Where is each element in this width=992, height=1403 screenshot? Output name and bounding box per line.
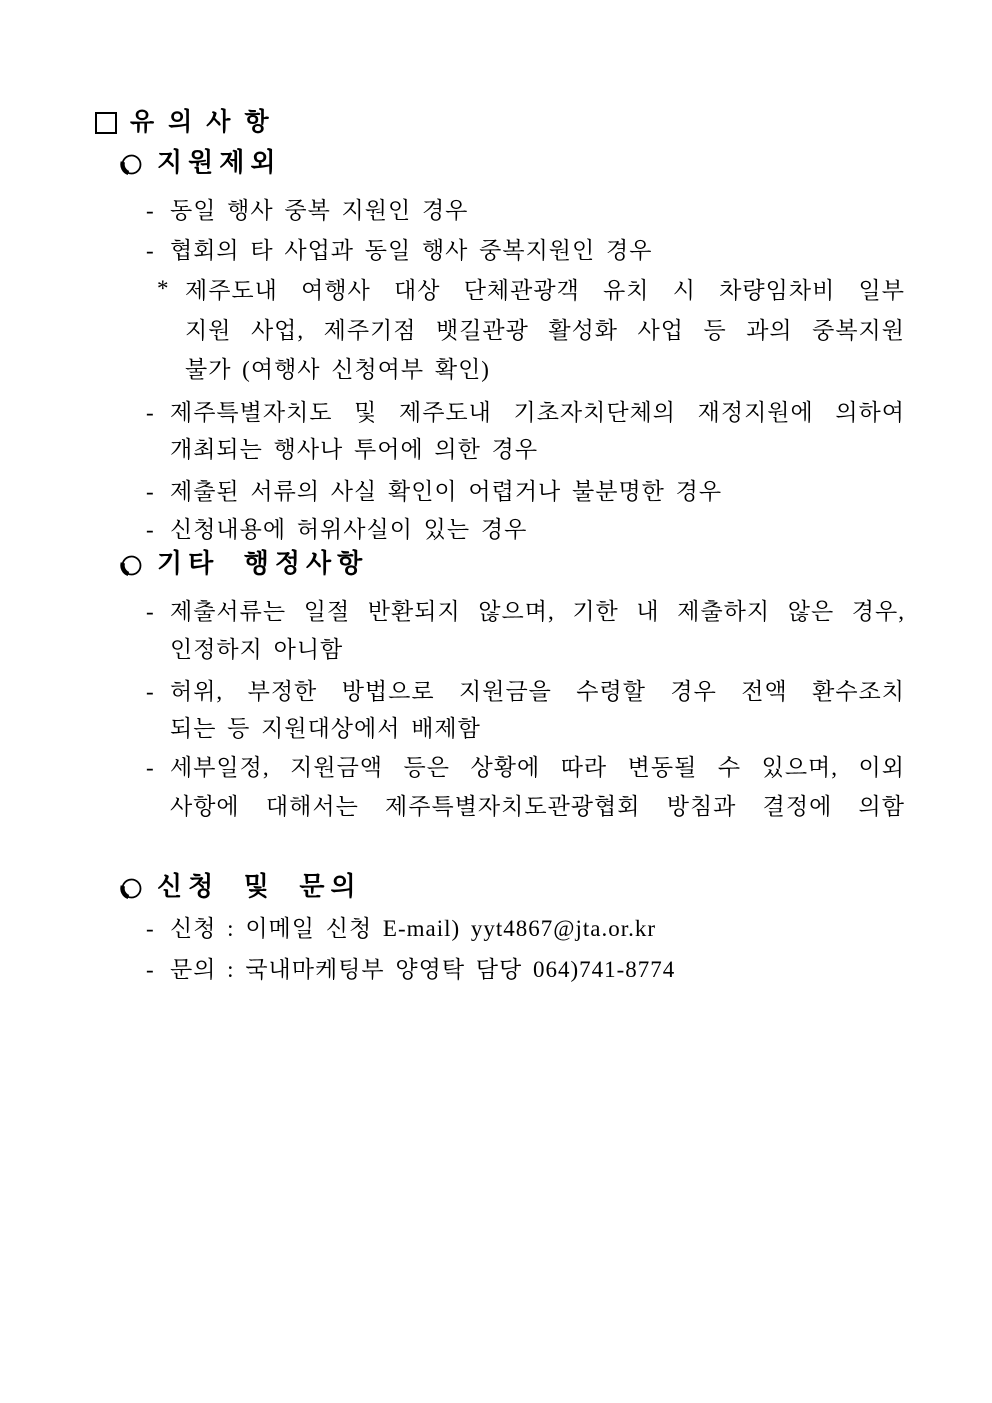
list-item-line: 제출된 서류의 사실 확인이 어렵거나 불분명한 경우: [170, 479, 723, 504]
contact-email-line: 신청 : 이메일 신청 E-mail) yyt4867@jta.or.kr: [170, 916, 657, 941]
list-item-line: 인정하지 아니함: [170, 637, 344, 662]
section-title-exclusions: 지원제외: [157, 148, 282, 177]
list-item-line: 협회의 타 사업과 동일 행사 중복지원인 경우: [170, 238, 653, 263]
list-item-line: 사항에 대해서는 제주특별자치도관광협회 방침과 결정에 의함: [170, 794, 905, 819]
dash-bullet: -: [146, 916, 155, 941]
dash-bullet: -: [146, 679, 155, 704]
dash-bullet: -: [146, 238, 155, 263]
section-title-contact: 신청 및 문의: [157, 872, 362, 901]
shadowed-circle-bullet-icon: [119, 876, 144, 907]
asterisk-bullet: *: [157, 276, 170, 301]
page-title: 유의사항: [130, 109, 283, 136]
dash-bullet: -: [146, 957, 155, 982]
shadowed-circle-bullet-icon: [119, 152, 144, 183]
list-item-line: 개최되는 행사나 투어에 의한 경우: [170, 437, 539, 462]
list-item-line: 허위, 부정한 방법으로 지원금을 수령할 경우 전액 환수조치: [170, 679, 905, 704]
list-item-line: 되는 등 지원대상에서 배제함: [170, 716, 481, 741]
dash-bullet: -: [146, 400, 155, 425]
list-item-line: 제출서류는 일절 반환되지 않으며, 기한 내 제출하지 않은 경우,: [170, 599, 905, 624]
list-item-line: 동일 행사 중복 지원인 경우: [170, 198, 469, 223]
dash-bullet: -: [146, 517, 155, 542]
dash-bullet: -: [146, 755, 155, 780]
note-line: 불가 (여행사 신청여부 확인): [185, 357, 490, 382]
note-line: 제주도내 여행사 대상 단체관광객 유치 시 차량임차비 일부: [185, 278, 905, 303]
dash-bullet: -: [146, 599, 155, 624]
note-line: 지원 사업, 제주기점 뱃길관광 활성화 사업 등 과의 중복지원: [185, 318, 905, 343]
list-item-line: 세부일정, 지원금액 등은 상황에 따라 변동될 수 있으며, 이외: [170, 755, 905, 780]
list-item-line: 제주특별자치도 및 제주도내 기초자치단체의 재정지원에 의하여: [170, 400, 905, 425]
dash-bullet: -: [146, 198, 155, 223]
square-bullet-icon: [95, 112, 117, 134]
contact-phone-line: 문의 : 국내마케팅부 양영탁 담당 064)741-8774: [170, 957, 676, 982]
shadowed-circle-bullet-icon: [119, 553, 144, 584]
dash-bullet: -: [146, 479, 155, 504]
list-item-line: 신청내용에 허위사실이 있는 경우: [170, 517, 528, 542]
section-title-admin: 기타 행정사항: [157, 549, 369, 578]
